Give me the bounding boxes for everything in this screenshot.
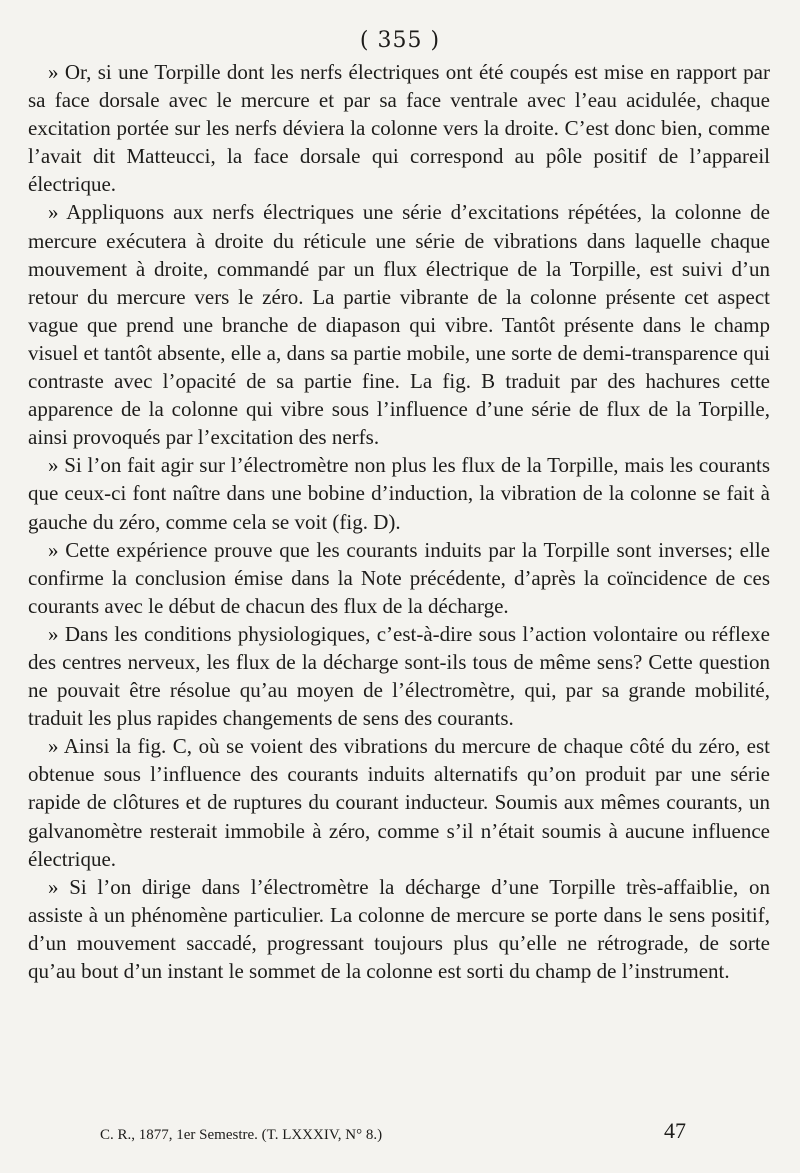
footer-signature: 47: [664, 1118, 686, 1143]
paragraph-1: » Or, si une Torpille dont les nerfs électriques ont été coupés est mise en rapport par sa face dorsale avec le mercure et par sa face ventrale avec l’eau acidulée, chaque excitation portée sur les nerfs déviera la colonne vers la droite. C’est donc bien, comme l’avait dit Matteucci, la face dorsale qui correspond au pôle positif de l’appareil électrique.: [28, 60, 770, 197]
paragraph-7: » Si l’on dirige dans l’électromètre la décharge d’une Torpille très-affaiblie, on assiste à un phénomène particulier. La colonne de mercure se porte dans le sens positif, d’un mouvement saccadé, progressant toujours plus qu’elle ne rétrograde, de sorte qu’au bout d’un instant le sommet de la colonne est sorti du champ de l’instrument.: [28, 874, 770, 983]
paragraph-2: » Appliquons aux nerfs électriques une série d’excitations répétées, la colonne de mercure exécutera à droite du réticule une série de vibrations dans laquelle chaque mouvement à droite, commandé par un flux électrique de la Torpille, est suivi d’un retour du mercure vers le zéro. La partie vibrante de la colonne présente cet aspect vague que prend une branche de diapason qui vibre. Tantôt présente dans le champ visuel et tantôt absente, elle a, dans sa partie mobile, une sorte de demi-transparence qui contraste avec l’opacité de sa partie fine. La fig. B traduit par des hachures cette apparence de la colonne qui vibre sous l’influence d’une série de flux de la Torpille, ainsi provoqués par l’excitation des nerfs.: [28, 200, 770, 450]
footer-citation: C. R., 1877, 1er Semestre. (T. LXXXIV, N° 8.): [100, 1127, 383, 1143]
paragraph-5: » Dans les conditions physiologiques, c’est-à-dire sous l’action volontaire ou réflexe des centres nerveux, les flux de la décharge sont-ils tous de même sens? Cette question ne pouvait être résolue qu’au moyen de l’électromètre, qui, par sa grande mobilité, traduit les plus rapides changements de sens des courants.: [28, 621, 770, 731]
paragraph-4: » Cette expérience prouve que les courants induits par la Torpille sont inverses; elle confirme la conclusion émise dans la Note précédente, d’après la coïncidence de ces courants avec le début de chacun des flux de la décharge.: [28, 537, 770, 618]
body-text: [28, 58, 770, 985]
page-number: ( 355 ): [359, 28, 441, 53]
paragraph-3: » Si l’on fait agir sur l’électromètre non plus les flux de la Torpille, mais les courants que ceux-ci font naître dans une bobine d’induction, la vibration de la colonne se fait à gauche du zéro, comme cela se voit (fig. D).: [28, 453, 770, 534]
paragraph-6: » Ainsi la fig. C, où se voient des vibrations du mercure de chaque côté du zéro, est obtenue sous l’influence des courants induits alternatifs qu’on produit par une série rapide de clôtures et de ruptures du courant inducteur. Soumis aux mêmes courants, un galvanomètre resterait immobile à zéro, comme s’il n’était soumis à aucune influence électrique.: [28, 734, 770, 871]
